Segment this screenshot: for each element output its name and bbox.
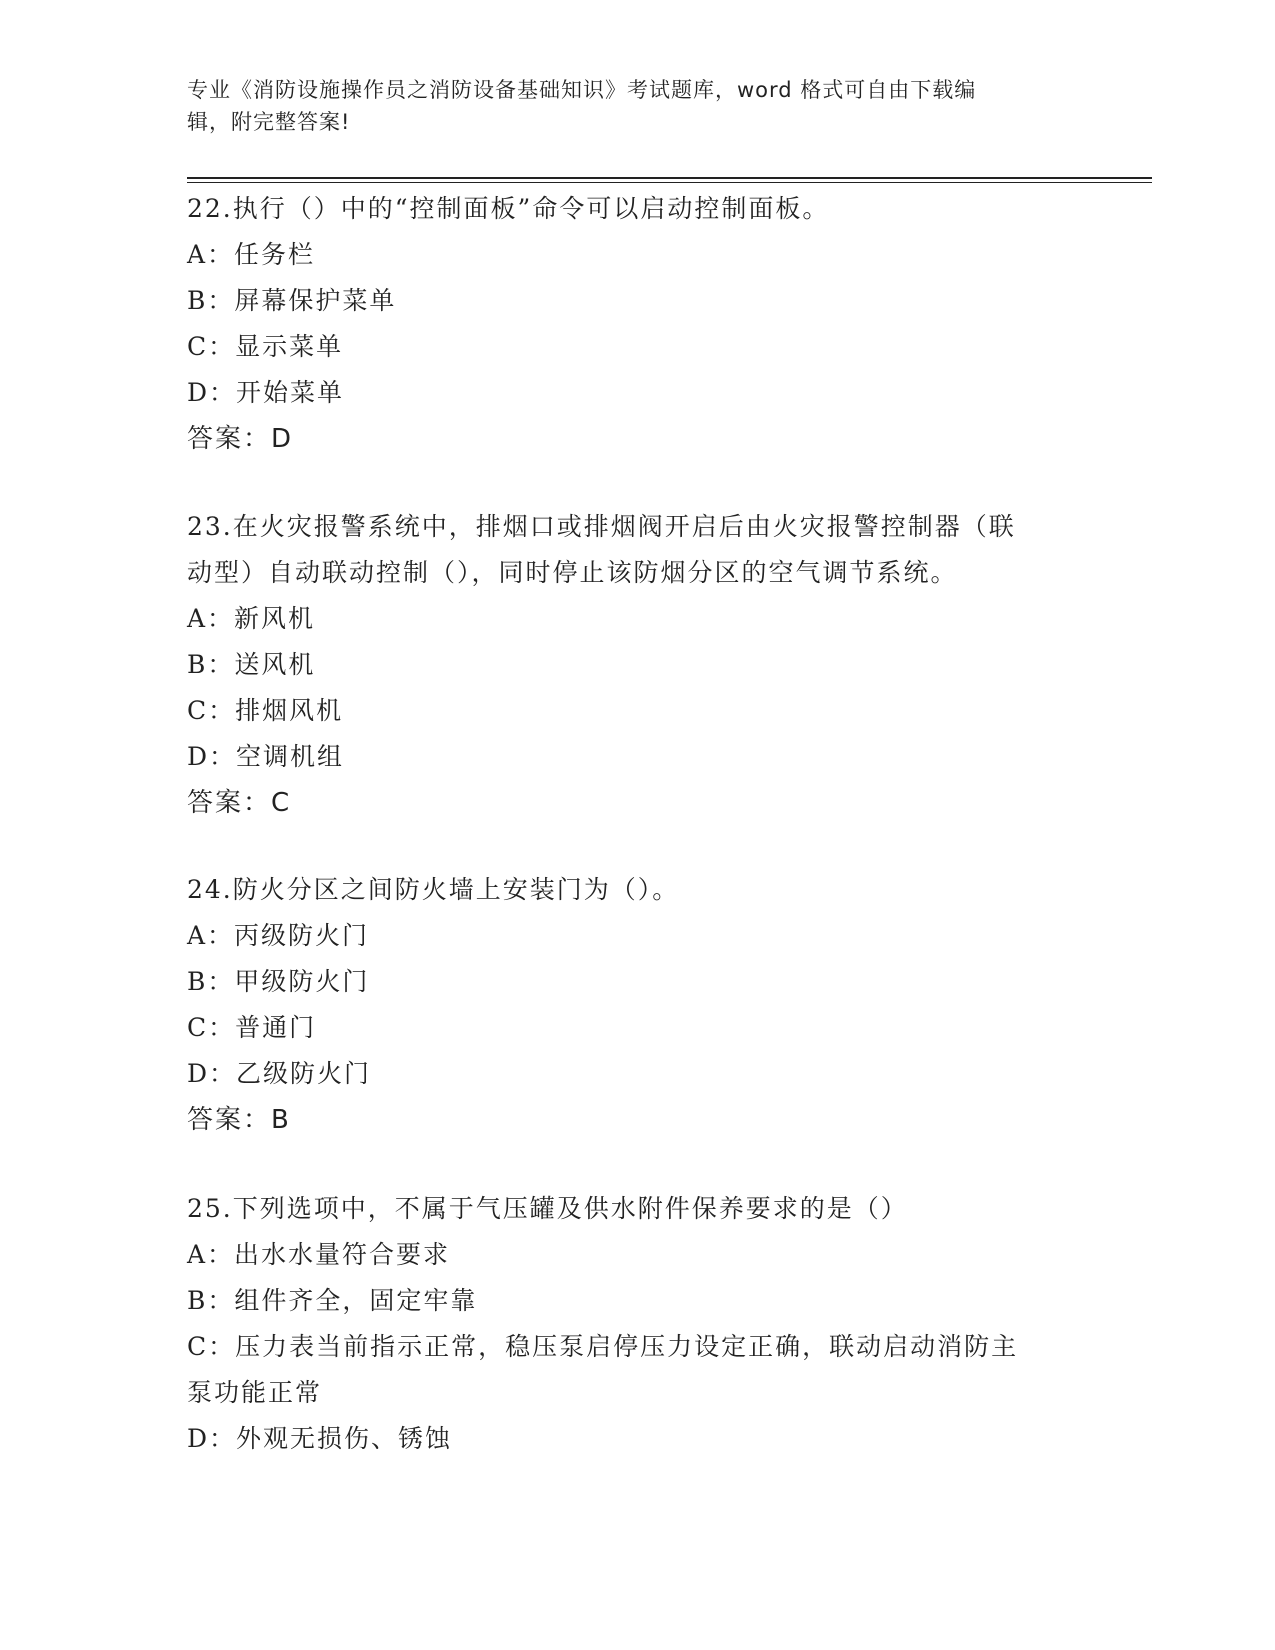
answer: 答案：C <box>187 788 292 818</box>
option-d: D：空调机组 <box>187 742 345 771</box>
option-d: D：外观无损伤、锈蚀 <box>187 1424 453 1453</box>
header-divider-thin <box>187 182 1152 183</box>
option-d: D：开始菜单 <box>187 378 345 407</box>
question-25 <box>187 1186 1087 1462</box>
option-a: A：新风机 <box>187 604 316 633</box>
option-c-line-2: 泵功能正常 <box>187 1378 323 1407</box>
option-c: C：显示菜单 <box>187 332 344 361</box>
header-line-2: 辑，附完整答案! <box>187 110 351 134</box>
answer: 答案：D <box>187 424 294 454</box>
question-stem-line-2: 动型）自动联动控制（），同时停止该防烟分区的空气调节系统。 <box>187 558 958 587</box>
answer: 答案：B <box>187 1105 291 1135</box>
question-stem-line-1: 23.在火灾报警系统中，排烟口或排烟阀开启后由火灾报警控制器（联 <box>187 512 1016 541</box>
option-a: A：丙级防火门 <box>187 921 370 950</box>
option-a: A：出水水量符合要求 <box>187 1240 451 1269</box>
option-b: B：送风机 <box>187 650 316 679</box>
header-line-1: 专业《消防设施操作员之消防设备基础知识》考试题库，word 格式可自由下载编 <box>187 78 977 102</box>
question-23 <box>187 504 1087 826</box>
question-stem: 22.执行（）中的“控制面板”命令可以启动控制面板。 <box>187 194 830 223</box>
option-c: C：普通门 <box>187 1013 317 1042</box>
header-divider-thick <box>187 177 1152 179</box>
option-c: C：排烟风机 <box>187 696 344 725</box>
option-b: B：甲级防火门 <box>187 967 370 996</box>
option-b: B：屏幕保护菜单 <box>187 286 397 315</box>
option-b: B：组件齐全，固定牢靠 <box>187 1286 478 1315</box>
option-c-line-1: C：压力表当前指示正常，稳压泵启停压力设定正确，联动启动消防主 <box>187 1332 1019 1361</box>
question-stem: 25.下列选项中，不属于气压罐及供水附件保养要求的是（） <box>187 1194 908 1223</box>
document-header <box>187 74 1067 138</box>
option-d: D：乙级防火门 <box>187 1059 372 1088</box>
question-stem: 24.防火分区之间防火墙上安装门为（）。 <box>187 875 680 904</box>
option-a: A：任务栏 <box>187 240 316 269</box>
question-24 <box>187 867 1087 1143</box>
question-22 <box>187 186 1087 462</box>
